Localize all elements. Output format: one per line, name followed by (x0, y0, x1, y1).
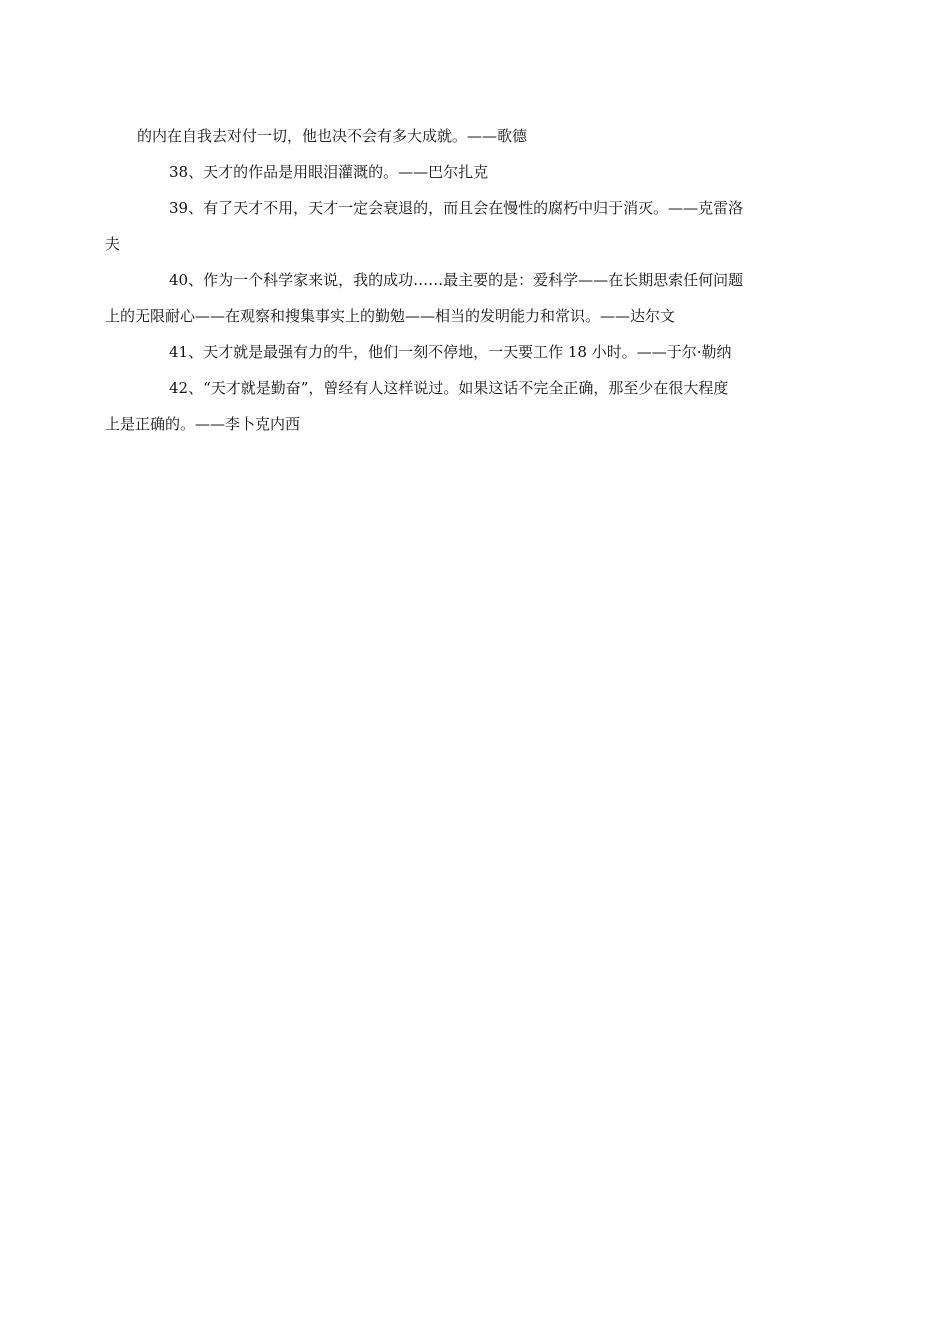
text-line: 38、天才的作品是用眼泪灌溉的。——巴尔扎克 (169, 163, 489, 181)
text-line: 上的无限耐心——在观察和搜集事实上的勤勉——相当的发明能力和常识。——达尔文 (105, 307, 676, 325)
text-line: 40、作为一个科学家来说，我的成功……最主要的是：爱科学——在长期思索任何问题 (169, 271, 744, 289)
text-line: 夫 (105, 235, 121, 253)
quote-41-paragraph (137, 340, 817, 364)
quote-40-paragraph (105, 268, 817, 328)
text-line: 42、“天才就是勤奋”，曾经有人这样说过。如果这话不完全正确，那至少在很大程度 (169, 379, 729, 397)
quote-list (105, 124, 817, 436)
text-line: 的内在自我去对付一切，他也决不会有多大成就。——歌德 (137, 127, 528, 145)
quote-38-paragraph (137, 160, 817, 184)
text-line: 上是正确的。——李卜克内西 (105, 415, 301, 433)
quote-39-paragraph (105, 196, 817, 256)
text-line: 41、天才就是最强有力的牛，他们一刻不停地，一天要工作 18 小时。——于尔·勒纳 (169, 343, 732, 361)
text-line: 39、有了天才不用，天才一定会衰退的，而且会在慢性的腐朽中归于消灭。——克雷洛 (169, 199, 744, 217)
quote-42-paragraph (105, 376, 817, 436)
quote-continuation-paragraph (137, 124, 817, 148)
